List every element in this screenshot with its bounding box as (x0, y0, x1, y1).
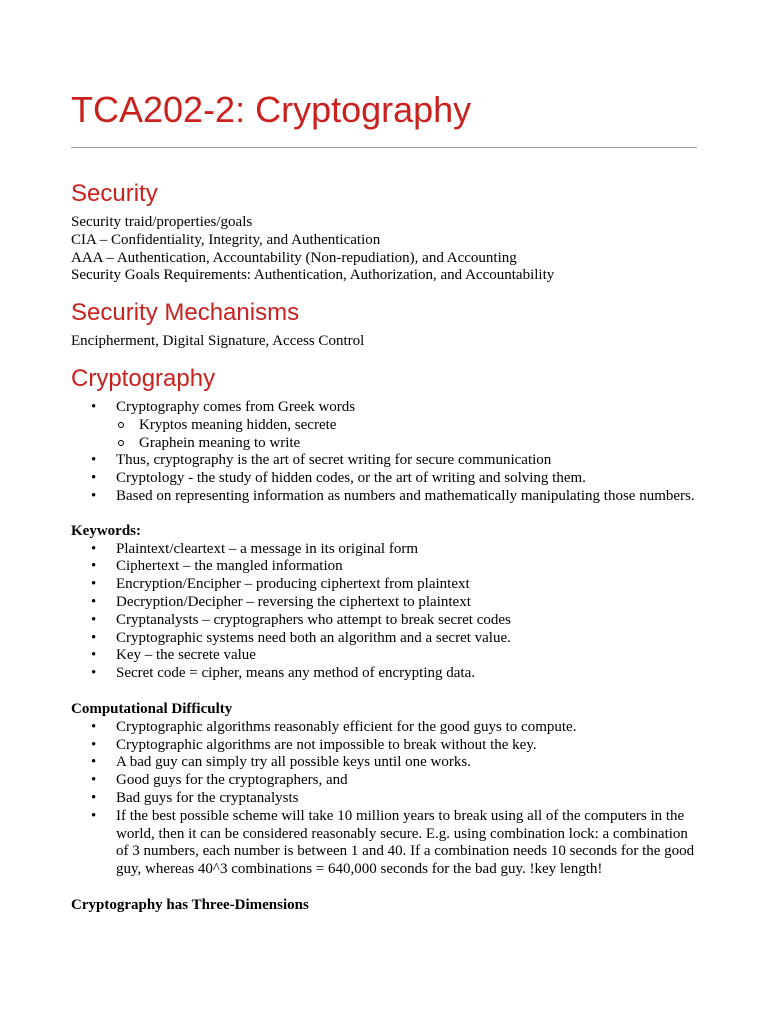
keywords-label: Keywords: (71, 522, 141, 539)
list-item: • Key – the secrete value (71, 647, 699, 665)
list-item: • Decryption/Decipher – reversing the ciphertext to plaintext (71, 594, 699, 612)
security-line: AAA – Authentication, Accountability (Non-repudiation), and Accounting (71, 249, 517, 266)
list-item: • Cryptography comes from Greek words (71, 399, 699, 417)
list-item: • Secret code = cipher, means any method of encrypting data. (71, 665, 699, 683)
cryptography-list (71, 399, 699, 506)
security-line: CIA – Confidentiality, Integrity, and Authentication (71, 231, 381, 248)
mechanisms-text: Encipherment, Digital Signature, Access Control (71, 333, 365, 350)
list-item: • Cryptographic systems need both an algorithm and a secret value. (71, 630, 699, 648)
computational-difficulty-list (71, 719, 699, 879)
list-item: • Cryptographic algorithms are not impossible to break without the key. (71, 737, 699, 755)
mechanisms-lines (71, 333, 699, 351)
list-item: • Cryptographic algorithms reasonably efficient for the good guys to compute. (71, 719, 699, 737)
list-item: • Ciphertext – the mangled information (71, 558, 699, 576)
list-item: • Based on representing information as numbers and mathematically manipulating those numbers. (71, 488, 699, 506)
three-dimensions-label: Cryptography has Three-Dimensions (71, 896, 309, 913)
section-heading-cryptography: Cryptography (71, 364, 216, 392)
section-heading-security-mechanisms: Security Mechanisms (71, 299, 300, 327)
list-item: • Bad guys for the cryptanalysts (71, 790, 699, 808)
document-body (71, 178, 699, 915)
list-item: • Cryptanalysts – cryptographers who attempt to break secret codes (71, 612, 699, 630)
section-heading-security: Security (71, 180, 158, 207)
page-title: TCA202-2: Cryptography (71, 89, 472, 130)
keywords-list (71, 541, 699, 683)
security-line: Security Goals Requirements: Authentication, Authorization, and Accountability (71, 267, 555, 284)
list-item: • If the best possible scheme will take 10 million years to break using all of the computers in the world, then it can be considered reasonably secure. E.g. using combination lock: a combination of 3 numbers, each number is between 1 and 40. If a combination needs 10 seconds for the good guy, whereas 40^3 combinations = 640,000 seconds for the bad guy. !key length! (71, 808, 699, 879)
title-divider (71, 147, 697, 148)
list-item: • Good guys for the cryptographers, and (71, 772, 699, 790)
security-line: Security traid/properties/goals (71, 214, 253, 230)
sub-list-item: Kryptos meaning hidden, secrete (71, 417, 699, 435)
sub-list-item: Graphein meaning to write (71, 435, 699, 453)
list-item: • Encryption/Encipher – producing ciphertext from plaintext (71, 576, 699, 594)
list-item: • Thus, cryptography is the art of secret writing for secure communication (71, 452, 699, 470)
list-item: • Plaintext/cleartext – a message in its original form (71, 541, 699, 559)
security-lines (71, 214, 699, 285)
list-item: • Cryptology - the study of hidden codes, or the art of writing and solving them. (71, 470, 699, 488)
list-item: • A bad guy can simply try all possible keys until one works. (71, 754, 699, 772)
computational-difficulty-label: Computational Difficulty (71, 700, 233, 717)
